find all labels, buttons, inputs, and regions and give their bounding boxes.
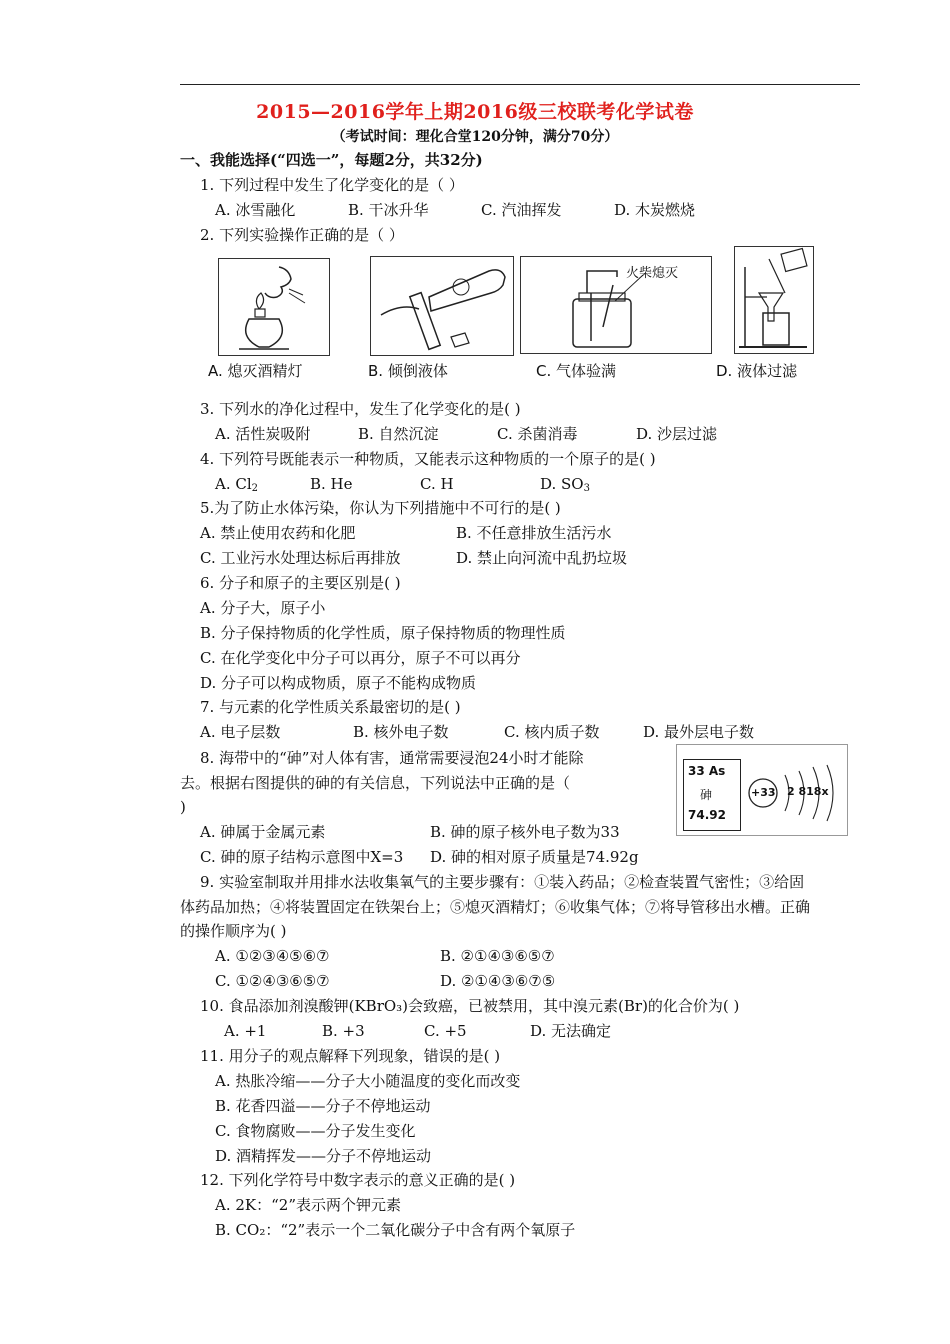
q1-option-c: C. 汽油挥发 bbox=[481, 201, 562, 219]
filtration-figure bbox=[734, 246, 814, 354]
q2-caption-a: A. 熄灭酒精灯 bbox=[208, 362, 303, 380]
q8-option-c: C. 砷的原子结构示意图中X=3 bbox=[200, 848, 404, 866]
q2-caption-c: C. 气体验满 bbox=[536, 362, 617, 380]
q4-stem: 4. 下列符号既能表示一种物质，又能表示这种物质的一个原子的是( ) bbox=[200, 450, 656, 468]
q4-option-c: C. H bbox=[420, 475, 454, 493]
arsenic-info-figure bbox=[676, 744, 848, 836]
q10-stem: 10. 食品添加剂溴酸钾(KBrO₃)会致癌，已被禁用，其中溴元素(Br)的化合价为( ) bbox=[200, 997, 740, 1015]
q11-option-a: A. 热胀冷缩——分子大小随温度的变化而改变 bbox=[215, 1072, 521, 1090]
q2-caption-d: D. 液体过滤 bbox=[716, 362, 798, 380]
q3-stem: 3. 下列水的净化过程中，发生了化学变化的是( ) bbox=[200, 400, 521, 418]
q5-option-d: D. 禁止向河流中乱扔垃圾 bbox=[456, 549, 628, 567]
element-mass: 74.92 bbox=[688, 808, 726, 822]
gas-bottle-icon bbox=[521, 257, 711, 353]
q4-option-a bbox=[215, 474, 258, 499]
q11-option-b: B. 花香四溢——分子不停地运动 bbox=[215, 1097, 431, 1115]
q3-option-d: D. 沙层过滤 bbox=[636, 425, 718, 443]
q5-option-c: C. 工业污水处理达标后再排放 bbox=[200, 549, 401, 567]
q10-option-d: D. 无法确定 bbox=[530, 1022, 612, 1040]
q3-option-a: A. 活性炭吸附 bbox=[215, 425, 311, 443]
q9-option-a: A. ①②③④⑤⑥⑦ bbox=[215, 947, 330, 965]
q9-option-d: D. ②①④③⑥⑦⑤ bbox=[440, 972, 556, 990]
q7-option-a: A. 电子层数 bbox=[200, 723, 281, 741]
electron-shells: 2 818x bbox=[787, 785, 829, 798]
q6-option-c: C. 在化学变化中分子可以再分，原子不可以再分 bbox=[200, 649, 521, 667]
element-name: 砷 bbox=[700, 788, 713, 802]
q2-stem: 2. 下列实验操作正确的是（ ） bbox=[200, 226, 404, 244]
q5-option-b: B. 不任意排放生活污水 bbox=[456, 524, 612, 542]
gas-test-figure bbox=[520, 256, 712, 354]
q4-option-d-sub: 3 bbox=[583, 483, 590, 494]
exam-subtitle: （考试时间：理化合堂120分钟，满分70分） bbox=[331, 129, 619, 145]
q7-stem: 7. 与元素的化学性质关系最密切的是( ) bbox=[200, 698, 461, 716]
pouring-liquid-figure bbox=[370, 256, 514, 356]
q8-stem-line1: 8. 海带中的“砷”对人体有害，通常需要浸泡24小时才能除 bbox=[200, 749, 584, 767]
q3-option-c: C. 杀菌消毒 bbox=[497, 425, 578, 443]
blowing-lamp-icon bbox=[219, 259, 329, 355]
q6-option-a: A. 分子大，原子小 bbox=[200, 599, 326, 617]
q6-stem: 6. 分子和原子的主要区别是( ) bbox=[200, 574, 401, 592]
q7-option-d: D. 最外层电子数 bbox=[643, 723, 755, 741]
q1-option-d: D. 木炭燃烧 bbox=[614, 201, 696, 219]
match-label: 火柴熄灭 bbox=[626, 266, 679, 281]
header-rule bbox=[180, 84, 860, 85]
q8-stem-line3: ) bbox=[180, 798, 186, 816]
element-number: 33 bbox=[688, 764, 705, 778]
q11-option-d: D. 酒精挥发——分子不停地运动 bbox=[215, 1147, 432, 1165]
q3-option-b: B. 自然沉淀 bbox=[358, 425, 439, 443]
element-cell bbox=[683, 759, 741, 831]
q10-option-c: C. +5 bbox=[424, 1022, 467, 1040]
q9-stem-line2: 体药品加热；④将装置固定在铁架台上；⑤熄灭酒精灯；⑥收集气体；⑦将导管移出水槽。正确 bbox=[180, 898, 811, 916]
q9-stem-line1: 9. 实验室制取并用排水法收集氧气的主要步骤有：①装入药品；②检查装置气密性；③给固 bbox=[200, 873, 805, 891]
q8-option-b: B. 砷的原子核外电子数为33 bbox=[430, 823, 620, 841]
pouring-bottle-icon bbox=[371, 257, 513, 355]
q12-option-a: A. 2K：“2”表示两个钾元素 bbox=[215, 1196, 401, 1214]
q9-option-c: C. ①②④③⑥⑤⑦ bbox=[215, 972, 330, 990]
exam-title: 2015—2016学年上期2016级三校联考化学试卷 bbox=[256, 101, 694, 123]
q8-option-a: A. 砷属于金属元素 bbox=[200, 823, 326, 841]
q7-option-c: C. 核内质子数 bbox=[504, 723, 600, 741]
q4-option-d-text: D. SO bbox=[540, 475, 584, 493]
alcohol-lamp-figure bbox=[218, 258, 330, 356]
q10-option-a: A. +1 bbox=[224, 1022, 267, 1040]
element-symbol: As bbox=[708, 764, 726, 778]
q1-option-b: B. 干冰升华 bbox=[348, 201, 429, 219]
q4-option-d bbox=[540, 474, 590, 499]
q2-caption-b: B. 倾倒液体 bbox=[368, 362, 448, 380]
q7-option-b: B. 核外电子数 bbox=[353, 723, 449, 741]
q1-stem: 1. 下列过程中发生了化学变化的是（ ） bbox=[200, 176, 464, 194]
q10-option-b: B. +3 bbox=[322, 1022, 365, 1040]
q11-stem: 11. 用分子的观点解释下列现象，错误的是( ) bbox=[200, 1047, 501, 1065]
q9-stem-line3: 的操作顺序为( ) bbox=[180, 922, 287, 940]
q8-option-d: D. 砷的相对原子质量是74.92g bbox=[430, 848, 639, 866]
nucleus-charge: +33 bbox=[751, 786, 776, 799]
q4-option-b: B. He bbox=[310, 475, 353, 493]
q12-stem: 12. 下列化学符号中数字表示的意义正确的是( ) bbox=[200, 1171, 516, 1189]
q8-stem-line2: 去。根据右图提供的砷的有关信息，下列说法中正确的是（ bbox=[180, 774, 571, 792]
q1-option-a: A. 冰雪融化 bbox=[215, 201, 296, 219]
q4-option-a-text: A. Cl bbox=[215, 475, 252, 493]
q11-option-c: C. 食物腐败——分子发生变化 bbox=[215, 1122, 416, 1140]
section-heading: 一、我能选择(“四选一”，每题2分，共32分) bbox=[180, 151, 483, 169]
q6-option-b: B. 分子保持物质的化学性质，原子保持物质的物理性质 bbox=[200, 624, 566, 642]
element-number-symbol bbox=[688, 764, 725, 778]
q6-option-d: D. 分子可以构成物质，原子不能构成物质 bbox=[200, 674, 477, 692]
q12-option-b: B. CO₂：“2”表示一个二氧化碳分子中含有两个氧原子 bbox=[215, 1221, 576, 1239]
q4-option-a-sub: 2 bbox=[251, 483, 259, 494]
q9-option-b: B. ②①④③⑥⑤⑦ bbox=[440, 947, 555, 965]
q5-stem: 5.为了防止水体污染，你认为下列措施中不可行的是( ) bbox=[200, 499, 561, 517]
funnel-icon bbox=[735, 247, 813, 353]
q5-option-a: A. 禁止使用农药和化肥 bbox=[200, 524, 356, 542]
